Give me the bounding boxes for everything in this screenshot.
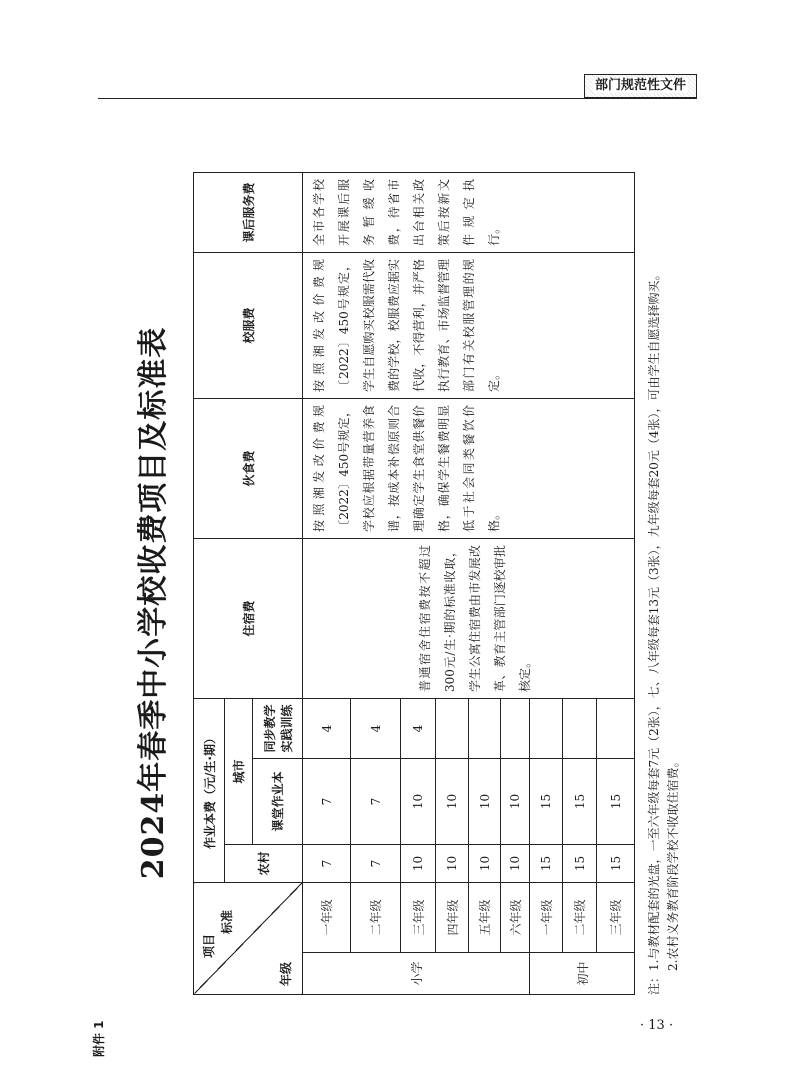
- header-rule: [98, 98, 697, 99]
- after-school-text: 全市各学校开展课后服务暂缓收费，待省市出台相关政策后按新文件规定执行。: [303, 172, 635, 252]
- note-line-1: 注：1.与教材配套的光盘，一至六年级每套7元（2张），七、八年级每套13元（3张），九年级每套20元（4张），可由学生自愿选择购买。: [647, 268, 661, 995]
- corner-grade-label: 年级: [279, 961, 293, 986]
- sync-fee-cell: [597, 698, 635, 758]
- grade-cell: 五年级: [469, 883, 501, 953]
- rural-fee-cell: 10: [401, 845, 436, 883]
- classroom-fee-cell: 10: [401, 759, 436, 845]
- rural-fee-cell: 7: [351, 845, 401, 883]
- uniform-header: 校服费: [194, 252, 303, 398]
- sync-fee-cell: [563, 698, 597, 758]
- sync-fee-cell: [469, 698, 501, 758]
- corner-item-label: 项目: [202, 933, 216, 958]
- sync-fee-cell: [501, 698, 530, 758]
- city-header: 城市: [225, 698, 253, 844]
- classroom-workbook-header: 课堂作业本: [253, 759, 303, 845]
- meals-text: 按照湘发改价费规〔2022〕450号规定，学校应根据带量营养食谱，按成本补偿原则合理确定学生食堂供餐价格，确保学生餐费明显低于社会同类餐饮价格。: [303, 398, 635, 538]
- accommodation-header: 住宿费: [194, 538, 303, 698]
- rural-fee-cell: 15: [563, 845, 597, 883]
- uniform-text: 按照湘发改价费规〔2022〕450号规定，学生自愿购买校服需代收费的学校，校服费应据实代收，不得营利，并严格执行教育、市场监督管理部门有关校服管理的规定。: [303, 252, 635, 398]
- grade-cell: 一年级: [303, 883, 351, 953]
- classroom-fee-cell: 7: [351, 759, 401, 845]
- after-school-header: 课后服务费: [194, 172, 303, 252]
- sync-fee-cell: 4: [351, 698, 401, 758]
- rural-fee-cell: 10: [436, 845, 469, 883]
- grade-cell: 三年级: [597, 883, 635, 953]
- grade-cell: 四年级: [436, 883, 469, 953]
- rotated-page-content: [0, 129, 793, 1077]
- sync-fee-cell: 4: [303, 698, 351, 758]
- document-category-badge: 部门规范性文件: [584, 74, 697, 98]
- attachment-label: 附件 1: [92, 1020, 106, 1057]
- rural-fee-cell: 7: [303, 845, 351, 883]
- classroom-fee-cell: 15: [530, 759, 563, 845]
- classroom-fee-cell: 15: [563, 759, 597, 845]
- classroom-fee-cell: 10: [501, 759, 530, 845]
- page-number: · 13 ·: [640, 1018, 674, 1033]
- rural-fee-cell: 10: [501, 845, 530, 883]
- meals-header: 伙食费: [194, 398, 303, 538]
- rural-fee-cell: 15: [597, 845, 635, 883]
- grade-cell: 二年级: [563, 883, 597, 953]
- table-notes: [645, 155, 683, 995]
- note-line-2: 2.农村义务教育阶段学校不收取住宿费。: [666, 755, 680, 971]
- grade-cell: 六年级: [501, 883, 530, 953]
- accommodation-text: 普通宿舍住宿费按不超过300元/生·期的标准收取，学生公寓住宿费由市发展改革、教育主管部门逐校审批核定。: [303, 538, 635, 698]
- sync-fee-cell: [436, 698, 469, 758]
- classroom-fee-cell: 10: [436, 759, 469, 845]
- fee-standard-table: [193, 172, 635, 995]
- corner-header-cell: [194, 883, 303, 995]
- grade-cell: 二年级: [351, 883, 401, 953]
- page-title: 2024年春季中小学校收费项目及标准表: [136, 326, 171, 880]
- classroom-fee-cell: 10: [469, 759, 501, 845]
- homework-fee-header: 作业本费（元/生·期）: [194, 698, 225, 882]
- corner-standard-label: 标准: [220, 909, 234, 934]
- grade-cell: 一年级: [530, 883, 563, 953]
- sync-fee-cell: 4: [401, 698, 436, 758]
- classroom-fee-cell: 7: [303, 759, 351, 845]
- classroom-fee-cell: 15: [597, 759, 635, 845]
- rural-header: 农村: [225, 845, 303, 883]
- stage-junior: 初中: [530, 953, 635, 995]
- sync-training-header: 同步教学实践训练: [253, 698, 303, 758]
- rural-fee-cell: 10: [469, 845, 501, 883]
- stage-primary: 小学: [303, 953, 530, 995]
- sync-fee-cell: [530, 698, 563, 758]
- rural-fee-cell: 15: [530, 845, 563, 883]
- grade-cell: 三年级: [401, 883, 436, 953]
